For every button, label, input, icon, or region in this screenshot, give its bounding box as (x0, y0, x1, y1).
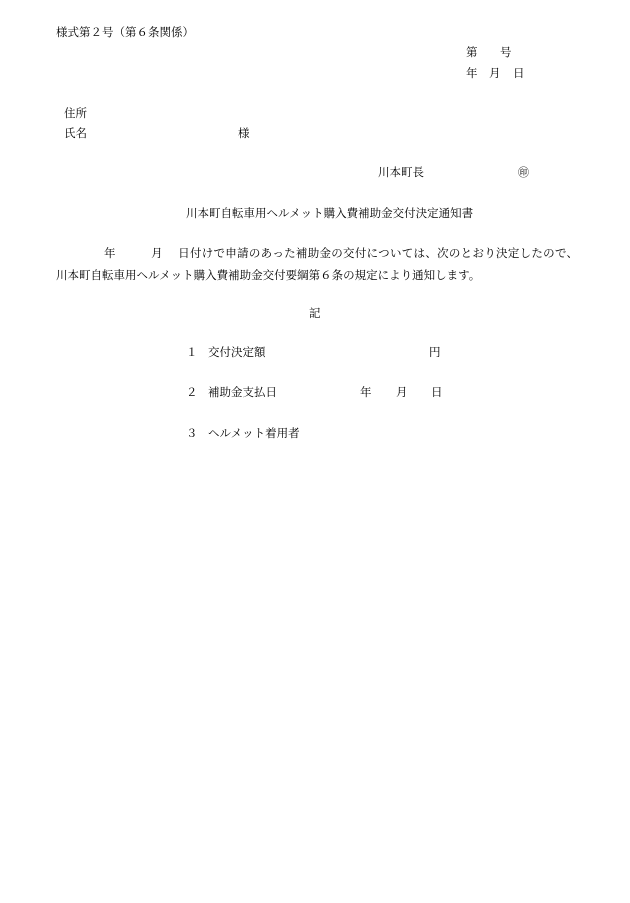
doc-number-go: 号 (500, 45, 512, 59)
payment-year: 年 (360, 385, 372, 399)
item-label: ヘルメット着用者 (208, 426, 300, 440)
item-label: 補助金支払日 (208, 385, 277, 399)
seal-icon: ㊞ (518, 166, 529, 179)
form-label: 様式第２号（第６条関係） (56, 25, 194, 39)
body-paragraph (56, 242, 578, 286)
item-label: 交付決定額 (208, 345, 266, 359)
item-row (186, 347, 198, 359)
item-unit: 円 (429, 345, 441, 359)
doc-number-dai: 第 (466, 45, 478, 59)
payment-month: 月 (396, 385, 408, 399)
name-label: 氏名 (64, 126, 87, 140)
body-rest: 日付けで申請のあった補助金の交付については、次のとおり決定したので、川本町自転車用ヘルメット購入費補助金交付要綱第６条の規定により通知します。 (56, 246, 579, 282)
item-number: １ (186, 345, 198, 359)
payment-day: 日 (431, 385, 443, 399)
item-number: ３ (186, 426, 198, 440)
address-label: 住所 (64, 106, 87, 120)
item-number: ２ (186, 385, 198, 399)
item-row (186, 428, 198, 440)
issue-date-day: 日 (513, 66, 525, 80)
ki-label: 記 (309, 306, 321, 320)
body-year: 年 (104, 246, 116, 260)
issue-date-year: 年 (466, 66, 478, 80)
item-row (186, 387, 198, 399)
document-title: 川本町自転車用ヘルメット購入費補助金交付決定通知書 (186, 206, 474, 220)
issue-date-month: 月 (489, 66, 501, 80)
issuer-title: 川本町長 (378, 165, 424, 179)
honorific: 様 (238, 126, 250, 140)
body-month: 月 (150, 246, 163, 260)
